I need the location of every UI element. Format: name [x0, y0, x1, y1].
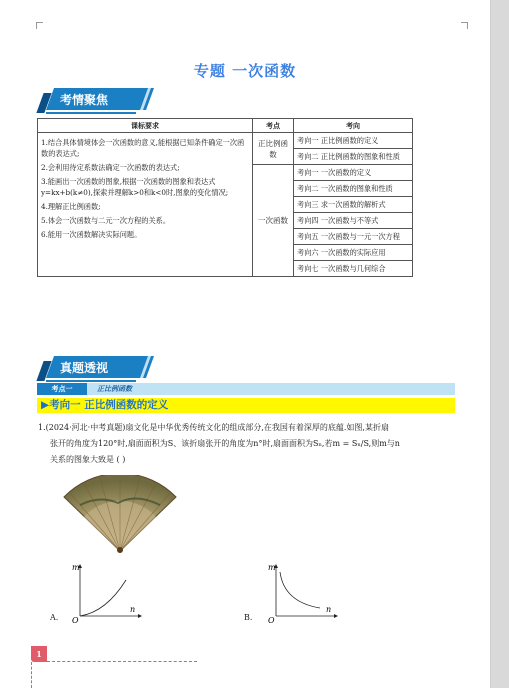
- section-header-label: 真题透视: [60, 360, 109, 375]
- direction-cell: 考向一 正比例函数的定义: [294, 133, 413, 149]
- option-a-label: A.: [50, 613, 59, 622]
- requirements-table: [37, 118, 413, 277]
- table-header: 考向: [294, 119, 413, 133]
- direction-cell: 考向七 一次函数与几何综合: [294, 261, 413, 277]
- kaodian-tag: 考点一: [37, 383, 87, 395]
- requirement-item: 1.结合具体情境体会一次函数的意义,能根据已知条件确定一次函数的表达式;: [41, 138, 245, 158]
- direction-cell: 考向二 正比例函数的图象和性质: [294, 149, 413, 165]
- question-line: 1.(2024·河北·中考真题)扇文化是中华优秀传统文化的组成部分,在我国有着深厚的底蕴.如图,某折扇: [38, 423, 389, 432]
- axis-label-n: n: [326, 605, 332, 614]
- origin-label: O: [268, 616, 275, 625]
- page-title: 专题 一次函数: [193, 62, 297, 80]
- table-header: 课标要求: [38, 119, 253, 133]
- section-header-exam-focus: [46, 88, 156, 110]
- direction-cell: 考向四 一次函数与不等式: [294, 213, 413, 229]
- crop-mark: [36, 22, 43, 29]
- folding-fan-image: [60, 475, 180, 553]
- topic-cell: 正比例函数: [253, 133, 294, 165]
- option-b-label: B.: [244, 613, 253, 622]
- footer-divider: [31, 662, 32, 688]
- scrollbar-track[interactable]: [491, 0, 509, 688]
- direction-title-bar: [37, 398, 455, 413]
- crop-mark: [461, 22, 468, 29]
- axis-label-m: m: [268, 563, 276, 572]
- requirement-item: 5.体会一次函数与二元一次方程的关系。: [41, 216, 171, 225]
- direction-cell: 考向五 一次函数与一元一次方程: [294, 229, 413, 245]
- direction-cell: 考向二 一次函数的图象和性质: [294, 181, 413, 197]
- option-b-graph: [262, 560, 342, 626]
- origin-label: O: [72, 616, 79, 625]
- page-number-badge: 1: [31, 646, 47, 662]
- kaodian-bar: [37, 383, 455, 395]
- requirement-item: 6.能用一次函数解决实际问题。: [41, 230, 142, 239]
- footer-divider: [47, 661, 197, 662]
- section-header-past-papers: [46, 356, 156, 378]
- requirement-item: 4.理解正比例函数;: [41, 202, 101, 211]
- question-text: [38, 420, 458, 468]
- direction-title: ▶考向一 正比例函数的定义: [41, 399, 169, 411]
- axis-label-m: m: [72, 563, 80, 572]
- topic-cell: 一次函数: [253, 165, 294, 277]
- table-header: 考点: [253, 119, 294, 133]
- option-a-graph: [66, 560, 146, 626]
- direction-cell: 考向一 一次函数的定义: [294, 165, 413, 181]
- direction-cell: 考向六 一次函数的实际应用: [294, 245, 413, 261]
- section-header-label: 考情聚焦: [60, 92, 109, 107]
- requirement-item: 3.能画出一次函数的图象,根据一次函数的图象和表达式y=kx+b(k≠0),探索并理解k>0和k<0时,图象的变化情况;: [41, 177, 229, 197]
- question-line: 关系的图象大致是 ( ): [50, 455, 126, 464]
- kaodian-name: 正比例函数: [97, 384, 132, 393]
- question-line: 张开的角度为120°时,扇面面积为S、该折扇张开的角度为n°时,扇面面积为Sₙ,若m = Sₙ/S,则m与n: [50, 439, 400, 448]
- direction-cell: 考向三 求一次函数的解析式: [294, 197, 413, 213]
- requirement-item: 2.会利用待定系数法确定一次函数的表达式;: [41, 163, 180, 172]
- curriculum-requirements: [38, 133, 253, 277]
- axis-label-n: n: [130, 605, 136, 614]
